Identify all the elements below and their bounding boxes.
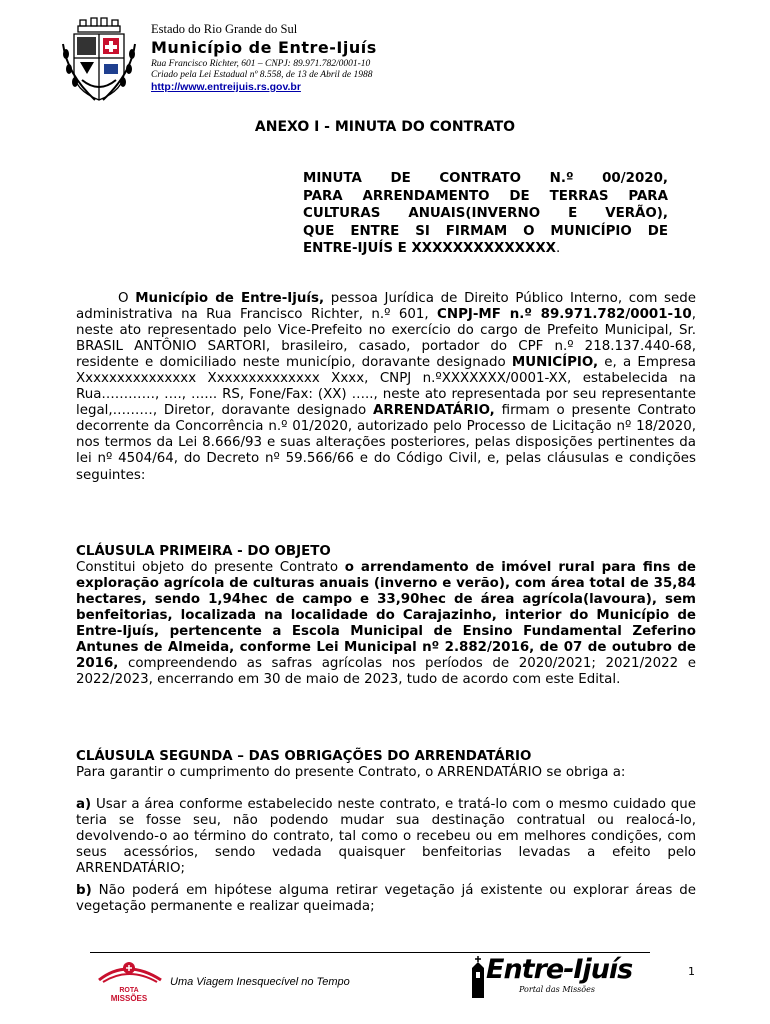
contract-summary-line: CULTURAS ANUAIS(INVERNO E VERÃO), [303,206,668,222]
header-creation-law: Criado pela Lei Estadual nº 8.558, de 13 de Abril de 1988 [151,70,373,80]
clause-2-item-b-text: Não poderá em hipótese alguma retirar vegetação já existente ou explorar áreas de vegetação permanente e realizar queimada; [76,883,696,915]
footer-brand-subtitle: Portal das Missões [519,985,595,994]
contract-summary-line: MINUTA DE CONTRATO N.º 00/2020, [303,171,668,186]
clause-2-item-a [76,797,696,877]
clause-2-intro: Para garantir o cumprimento do presente Contrato, o ARRENDATÁRIO se obriga a: [76,765,626,780]
clause-1-text: Constitui objeto do presente Contrato [76,560,345,575]
preamble-paragraph [76,291,696,484]
rota-missoes-logo [95,958,163,1003]
page-number: 1 [688,965,695,978]
contract-summary-last: ENTRE-IJUÍS E XXXXXXXXXXXXXX [303,241,556,257]
preamble-party-municipality: Município de Entre-Ijuís, [135,291,325,306]
contract-summary-line: PARA ARRENDAMENTO DE TERRAS PARA [303,188,668,204]
church-tower-icon [468,956,488,998]
header-state: Estado do Rio Grande do Sul [151,22,298,36]
preamble-designation-lessee: ARRENDATÁRIO, [373,403,495,419]
header-municipality: Município de Entre-Ijuís [151,38,377,57]
municipal-crest-logo [60,14,138,106]
preamble-text: pessoa Jurídica de Direito Público Interno, com sede administrativa na Rua Francisco Richter, n.º 601, [76,291,697,323]
clause-2-item-b [76,883,696,915]
contract-summary-line: ENTRE-IJUÍS E XXXXXXXXXXXXXX. [303,241,561,257]
preamble-text: firmam o presente Contrato decorrente da Concorrência n.º 01/2020, autorizado pelo Processo de Licitação nº 18/2020, nos termos da Lei 8.666/93 e suas alterações posteriores, pelas disposições pertinentes da lei nº 4504/64, do Decreto nº 59.566/66 e do Código Civil, e, pelas cláusulas e condições seguintes: [76,403,696,483]
footer-divider [90,952,650,953]
clause-2-item-b-label: b) [76,883,92,898]
header-website-link[interactable]: http://www.entreijuis.rs.gov.br [151,81,301,93]
contract-summary [303,170,668,258]
preamble-designation-municipality: MUNICÍPIO, [511,355,599,371]
preamble-text: e, a Empresa Xxxxxxxxxxxxxxx Xxxxxxxxxxxxxx Xxxx, CNPJ n.ºXXXXXXX/0001-XX, estabelecida na Rua…………, …., …... RS, Fone/Fax: (XX) ….., neste ato representada por seu representante legal,………, Diretor, doravante designado [76,355,696,419]
header-address: Rua Francisco Richter, 601 – CNPJ: 89.971.782/0001-10 [151,59,371,69]
clause-2-heading: CLÁUSULA SEGUNDA – DAS OBRIGAÇÕES DO ARRENDATÁRIO [76,749,532,764]
rota-logo-line1: ROTA [119,987,139,994]
clause-1-text: compreendendo as safras agrícolas nos períodos de 2020/2021; 2021/2022 e 2022/2023, encerrando em 30 de maio de 2023, tudo de acordo com este Edital. [76,656,696,688]
rota-logo-line2: MISSÕES [110,994,148,1003]
clause-1-paragraph [76,560,696,688]
clause-2-item-a-label: a) [76,797,92,812]
footer-brand: Entre-Ijuís [486,954,633,985]
annex-title: ANEXO I - MINUTA DO CONTRATO [254,119,516,135]
footer-slogan: Uma Viagem Inesquecível no Tempo [170,976,350,988]
clause-2-item-a-text: Usar a área conforme estabelecido neste contrato, e tratá-lo com o mesmo cuidado que teria se fosse seu, não podendo mudar sua destinação contratual ou realocá-lo, devolvendo-o ao término do contrato, tal como o recebeu ou em melhores condições, com seus acessórios, sendo vedada quaisquer benfeitorias levadas a efeito pelo ARRENDATÁRIO; [76,797,696,877]
contract-summary-line: QUE ENTRE SI FIRMAM O MUNICÍPIO DE [303,223,668,239]
preamble-cnpj: CNPJ-MF n.º 89.971.782/0001-10 [437,307,692,323]
preamble-text: O [118,291,136,306]
clause-1-heading: CLÁUSULA PRIMEIRA - DO OBJETO [76,544,331,559]
preamble-text: , neste ato representado pelo Vice-Prefeito no exercício do cargo de Prefeito Municipal, Sr. BRASIL ANTÔNIO SARTORI, brasileiro, casado, portador do CPF n.º 218.137.440-68, residente e domiciliado neste município, doravante designado [76,307,696,371]
clause-1-object: o arrendamento de imóvel rural para fins de exploração agrícola de culturas anuais (inverno e verão), com área total de 35,84 hectares, sendo 1,94hec de campo e 33,90hec de área agrícola(lavoura), sem benfeitorias, localizada na localidade do Carajazinho, interior do Município de Entre-Ijuís, pertencente a Escola Municipal de Ensino Fundamental Zeferino Antunes de Almeida, conforme Lei Municipal nº 2.882/2016, de 07 de outubro de 2016, [76,560,697,672]
